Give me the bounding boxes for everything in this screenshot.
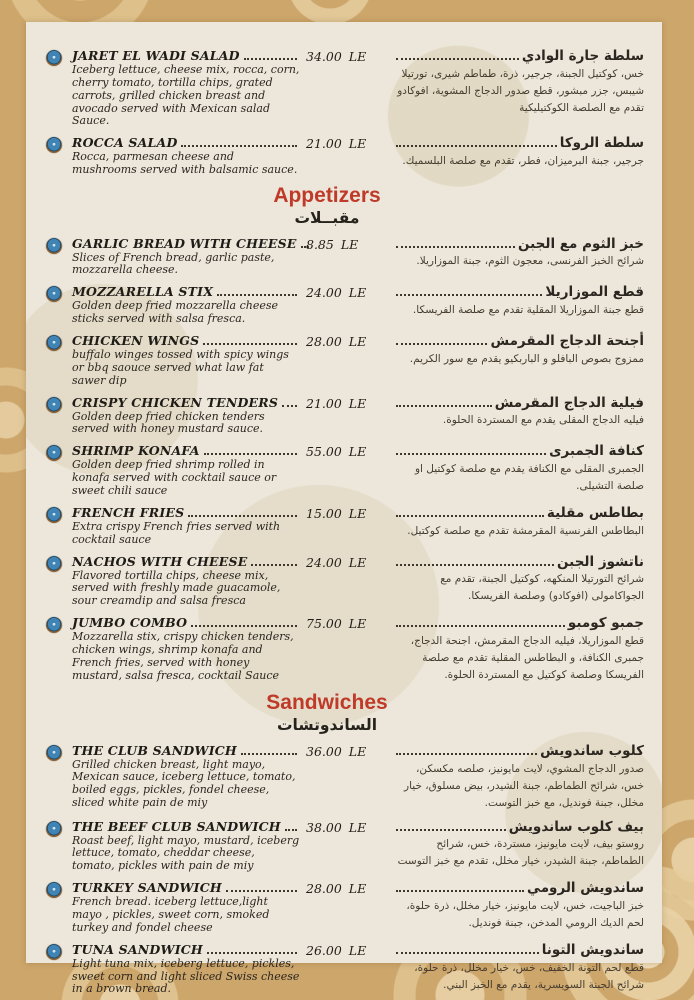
dotted-leader bbox=[191, 625, 297, 627]
item-name-en: THE CLUB SANDWICH bbox=[72, 742, 237, 758]
item-icon-cell bbox=[46, 880, 72, 935]
item-description-ar: قطع الموزاريلا، فيليه الدجاج المقرمش، اجنحة الدجاج، جمبرى الكنافة، و البطاطس المقلية تقدم مع صلصة الفريسكا وصلصة كوكتيل مع المستردة الحلوة. bbox=[410, 635, 644, 682]
item-name-ar: أجنحة الدجاج المقرمش bbox=[490, 333, 644, 350]
dotted-leader bbox=[396, 246, 515, 248]
dotted-leader bbox=[396, 343, 487, 345]
item-arabic-block bbox=[392, 942, 648, 997]
item-price: 38.00 bbox=[306, 819, 342, 835]
dotted-leader bbox=[396, 890, 524, 892]
item-name-line-en bbox=[72, 880, 300, 895]
item-description-ar: خبز الباجيت، خس، لايت مايونيز، خيار مخلل، ذرة حلوة، لحم الديك الرومي المدخن، جبنة فونديل. bbox=[406, 899, 644, 929]
menu-item bbox=[46, 743, 648, 812]
item-name-line-en bbox=[72, 819, 300, 834]
menu-item bbox=[46, 395, 648, 437]
item-name-line-ar bbox=[392, 135, 644, 152]
menu-item bbox=[46, 505, 648, 547]
item-icon-cell bbox=[46, 135, 72, 177]
item-name-ar: فيلية الدجاج المقرمش bbox=[494, 394, 644, 411]
item-icon-cell bbox=[46, 333, 72, 388]
brand-medallion-icon bbox=[46, 507, 62, 523]
item-price-cell bbox=[306, 333, 392, 388]
item-description-ar: ممزوج بصوص البافلو و الباربكيو يقدم مع سور الكريم. bbox=[409, 352, 644, 365]
item-currency: LE bbox=[348, 505, 367, 521]
brand-medallion-icon bbox=[46, 335, 62, 351]
item-currency: LE bbox=[348, 285, 367, 301]
section-title-ar: الساندوتشات bbox=[276, 716, 378, 735]
item-name-line-ar bbox=[392, 819, 644, 836]
item-name-ar: بيف كلوب ساندويش bbox=[508, 818, 644, 835]
item-price: 24.00 bbox=[306, 285, 342, 301]
item-icon-cell bbox=[46, 443, 72, 498]
item-name-line-en bbox=[72, 554, 300, 569]
item-name-line-en bbox=[72, 615, 300, 630]
item-name-ar: ساندويش التونا bbox=[541, 941, 644, 958]
item-english-block bbox=[72, 48, 306, 128]
item-description-ar: صدور الدجاج المشوي، لايت مايونيز، صلصه مكسكن، خس، شرائح الطماطم، جبنة الشيدر، بيض مسلوق، خيار مخلل، جبنة فونديل، مع خبز التوست. bbox=[404, 762, 644, 809]
item-icon-cell bbox=[46, 395, 72, 437]
brand-medallion-icon bbox=[46, 445, 62, 461]
item-icon-cell bbox=[46, 554, 72, 609]
item-english-block bbox=[72, 333, 306, 388]
item-english-block bbox=[72, 554, 306, 609]
item-arabic-block bbox=[392, 819, 648, 874]
item-currency: LE bbox=[340, 236, 359, 252]
item-name-line-ar bbox=[392, 48, 644, 65]
item-name-line-en bbox=[72, 505, 300, 520]
item-description-en: buffalo winges tossed with spicy wings or bbq saouce served what law fat sawer dip bbox=[72, 348, 289, 387]
item-name-ar: كنافة الجمبرى bbox=[549, 443, 644, 460]
item-name-line-en bbox=[72, 135, 300, 150]
item-currency: LE bbox=[348, 395, 367, 411]
section-title-en: Sandwiches bbox=[266, 691, 388, 715]
item-english-block bbox=[72, 819, 306, 874]
item-icon-cell bbox=[46, 48, 72, 128]
item-currency: LE bbox=[348, 743, 367, 759]
menu-sections bbox=[46, 48, 648, 996]
item-name-en: MOZZARELLA STIX bbox=[72, 284, 214, 300]
item-price-cell bbox=[306, 48, 392, 128]
item-currency: LE bbox=[348, 819, 367, 835]
item-description-ar: قطع جبنة الموزاريلا المقلية تقدم مع صلصة الفريسكا. bbox=[412, 304, 644, 317]
item-currency: LE bbox=[348, 136, 367, 152]
brand-medallion-icon bbox=[46, 556, 62, 572]
item-name-ar: خبز الثوم مع الجبن bbox=[518, 235, 644, 252]
item-name-line-ar bbox=[392, 284, 644, 301]
item-description-ar: قطع لحم التونة الخفيف، خس، خيار مخلل، ذرة حلوة، شرائح الجبنة السويسرية، يقدم مع الخبز البني. bbox=[414, 961, 644, 991]
dotted-leader bbox=[396, 564, 554, 566]
item-price: 8.85 bbox=[306, 236, 334, 252]
item-english-block bbox=[72, 942, 306, 997]
menu-item bbox=[46, 615, 648, 684]
item-name-en: TUNA SANDWICH bbox=[72, 941, 203, 957]
item-name-line-en bbox=[72, 48, 300, 63]
item-name-en: CRISPY CHICKEN TENDERS bbox=[72, 394, 279, 410]
item-description-ar: فيليه الدجاج المقلى يقدم مع المستردة الحلوة. bbox=[442, 414, 644, 427]
item-name-en: THE BEEF CLUB SANDWICH bbox=[72, 818, 281, 834]
item-description-ar: روستو بيف، لايت مايونيز، مستردة، خس، شرائح الطماطم، جبنة الشيدر، خيار مخلل، تقدم مع خبز التوست bbox=[397, 838, 644, 868]
dotted-leader bbox=[396, 58, 519, 60]
item-name-line-ar bbox=[392, 554, 644, 571]
item-english-block bbox=[72, 284, 306, 326]
item-english-block bbox=[72, 743, 306, 812]
dotted-leader bbox=[396, 829, 506, 831]
dotted-leader bbox=[396, 515, 544, 517]
dotted-leader bbox=[217, 294, 297, 296]
item-english-block bbox=[72, 615, 306, 684]
item-name-ar: بطاطس مقلية bbox=[546, 504, 644, 521]
item-icon-cell bbox=[46, 236, 72, 278]
item-description-en: Grilled chicken breast, light mayo, Mexican sauce, iceberg lettuce, tomato, boiled eggs, pickles, fondel cheese, sliced white pain de miy bbox=[72, 757, 296, 810]
item-price: 55.00 bbox=[306, 444, 342, 460]
item-icon-cell bbox=[46, 743, 72, 812]
item-price: 34.00 bbox=[306, 49, 342, 64]
item-name-en: ROCCA SALAD bbox=[72, 135, 178, 151]
item-arabic-block bbox=[392, 135, 648, 177]
item-description-en: Rocca, parmesan cheese and mushrooms served with balsamic sauce. bbox=[72, 150, 298, 177]
item-currency: LE bbox=[348, 49, 367, 64]
dotted-leader bbox=[207, 952, 297, 954]
item-price-cell bbox=[306, 135, 392, 177]
item-name-ar: ناتشوز الجبن bbox=[557, 553, 644, 570]
brand-medallion-icon bbox=[46, 137, 62, 153]
item-icon-cell bbox=[46, 942, 72, 997]
item-arabic-block bbox=[392, 236, 648, 278]
item-description-en: Slices of French bread, garlic paste, mozzarella cheese. bbox=[72, 250, 275, 277]
item-description-en: Roast beef, light mayo, mustard, iceberg lettuce, tomato, cheddar cheese, tomato, pickles with pain de miy bbox=[72, 833, 300, 873]
brand-medallion-icon bbox=[46, 882, 62, 898]
item-name-en: NACHOS WITH CHEESE bbox=[72, 553, 248, 569]
item-description-en: Golden deep fried mozzarella cheese sticks served with salsa fresca. bbox=[72, 299, 279, 326]
item-name-line-en bbox=[72, 443, 300, 458]
menu-item bbox=[46, 942, 648, 997]
item-price: 28.00 bbox=[306, 881, 342, 897]
item-arabic-block bbox=[392, 554, 648, 609]
dotted-leader bbox=[396, 294, 542, 296]
section-title-ar: مقبــلات bbox=[294, 209, 360, 228]
item-price: 21.00 bbox=[306, 395, 342, 411]
item-description-en: Light tuna mix, iceberg lettuce, pickles, sweet corn and light sliced Swiss cheese in a brown bread. bbox=[72, 956, 300, 996]
item-english-block bbox=[72, 443, 306, 498]
item-english-block bbox=[72, 135, 306, 177]
brand-medallion-icon bbox=[46, 397, 62, 413]
item-name-line-ar bbox=[392, 443, 644, 460]
item-name-en: CHICKEN WINGS bbox=[72, 333, 200, 349]
dotted-leader bbox=[282, 405, 297, 407]
item-price-cell bbox=[306, 505, 392, 547]
item-icon-cell bbox=[46, 284, 72, 326]
item-name-ar: كلوب ساندويش bbox=[540, 742, 644, 759]
dotted-leader bbox=[396, 145, 557, 147]
brand-medallion-icon bbox=[46, 821, 62, 837]
item-name-line-ar bbox=[392, 505, 644, 522]
item-price-cell bbox=[306, 395, 392, 437]
dotted-leader bbox=[396, 453, 546, 455]
item-name-line-en bbox=[72, 236, 300, 251]
item-icon-cell bbox=[46, 819, 72, 874]
item-name-en: TURKEY SANDWICH bbox=[72, 880, 222, 896]
brand-medallion-icon bbox=[46, 617, 62, 633]
item-arabic-block bbox=[392, 880, 648, 935]
item-arabic-block bbox=[392, 743, 648, 812]
dotted-leader bbox=[203, 343, 297, 345]
brand-medallion-icon bbox=[46, 286, 62, 302]
item-name-line-ar bbox=[392, 880, 644, 897]
item-arabic-block bbox=[392, 284, 648, 326]
item-name-en: FRENCH FRIES bbox=[72, 504, 185, 520]
item-name-ar: قطع الموزاريلا bbox=[545, 284, 644, 301]
item-english-block bbox=[72, 880, 306, 935]
item-arabic-block bbox=[392, 48, 648, 128]
brand-medallion-icon bbox=[46, 745, 62, 761]
item-price: 36.00 bbox=[306, 743, 342, 759]
item-arabic-block bbox=[392, 443, 648, 498]
item-name-line-ar bbox=[392, 395, 644, 412]
item-name-ar: جمبو كومبو bbox=[567, 615, 644, 632]
item-description-ar: شرائح التورتيلا المنكهه، كوكتيل الجبنة، تقدم مع الجواكامولى (افوكادو) وصلصة الفريسكا. bbox=[440, 573, 644, 603]
item-arabic-block bbox=[392, 615, 648, 684]
item-arabic-block bbox=[392, 333, 648, 388]
item-name-ar: ساندويش الرومي bbox=[527, 880, 644, 897]
menu-item bbox=[46, 333, 648, 388]
item-icon-cell bbox=[46, 505, 72, 547]
item-price: 28.00 bbox=[306, 334, 342, 350]
item-price-cell bbox=[306, 443, 392, 498]
dotted-leader bbox=[241, 753, 297, 755]
menu-item bbox=[46, 48, 648, 128]
item-price-cell bbox=[306, 880, 392, 935]
menu-item bbox=[46, 880, 648, 935]
item-currency: LE bbox=[348, 616, 367, 632]
item-price-cell bbox=[306, 942, 392, 997]
item-description-en: Mozzarella stix, crispy chicken tenders, chicken wings, shrimp konafa and French fries, served with honey mustard, salsa fresca, cocktail Sauce bbox=[72, 630, 294, 682]
item-price-cell bbox=[306, 284, 392, 326]
item-price-cell bbox=[306, 743, 392, 812]
item-price: 26.00 bbox=[306, 942, 342, 958]
item-icon-cell bbox=[46, 615, 72, 684]
item-name-en: JUMBO COMBO bbox=[72, 615, 188, 631]
item-name-line-ar bbox=[392, 615, 644, 632]
item-description-ar: شرائح الخبز الفرنسى، معجون الثوم، جبنة الموزاريلا. bbox=[416, 255, 644, 268]
item-price-cell bbox=[306, 554, 392, 609]
item-description-ar: خس، كوكتيل الجبنة، جرجير، ذرة، طماطم شيرى، تورتيلا شيبس، جزر مبشور، قطع صدور الدجاج المشوية، افوكادو تقدم مع الصلصة الكوكتيليكية bbox=[397, 67, 644, 114]
item-currency: LE bbox=[348, 444, 367, 460]
item-name-en: SHRIMP KONAFA bbox=[72, 443, 200, 459]
dotted-leader bbox=[204, 453, 297, 455]
item-description-en: Golden deep fried shrimp rolled in konafa served with cocktail sauce or sweet chili sauce bbox=[72, 458, 277, 498]
item-name-line-en bbox=[72, 284, 300, 299]
item-price: 75.00 bbox=[306, 616, 342, 632]
item-currency: LE bbox=[348, 554, 367, 570]
item-arabic-block bbox=[392, 505, 648, 547]
item-name-line-ar bbox=[392, 236, 644, 253]
item-price-cell bbox=[306, 615, 392, 684]
item-name-line-ar bbox=[392, 743, 644, 760]
dotted-leader bbox=[396, 405, 492, 407]
item-name-en: GARLIC BREAD WITH CHEESE bbox=[72, 235, 297, 251]
item-name-line-en bbox=[72, 395, 300, 410]
menu-item bbox=[46, 819, 648, 874]
item-description-ar: البطاطس الفرنسية المقرمشة تقدم مع صلصة كوكتيل. bbox=[407, 524, 644, 537]
item-currency: LE bbox=[348, 334, 367, 350]
item-english-block bbox=[72, 236, 306, 278]
item-price-cell bbox=[306, 819, 392, 874]
item-description-ar: جرجير، جبنة البرميزان، فطر، تقدم مع صلصة البلسميك. bbox=[402, 155, 644, 168]
item-name-line-ar bbox=[392, 333, 644, 350]
item-arabic-block bbox=[392, 395, 648, 437]
dotted-leader bbox=[181, 145, 297, 147]
dotted-leader bbox=[244, 58, 297, 60]
menu-page bbox=[26, 22, 662, 996]
item-name-ar: سلطة جارة الوادي bbox=[521, 48, 644, 64]
dotted-leader bbox=[396, 625, 565, 627]
dotted-leader bbox=[251, 564, 297, 566]
menu-item bbox=[46, 554, 648, 609]
item-name-line-ar bbox=[392, 942, 644, 959]
item-price: 15.00 bbox=[306, 505, 342, 521]
item-currency: LE bbox=[348, 881, 367, 897]
dotted-leader bbox=[226, 890, 297, 892]
dotted-leader bbox=[396, 753, 537, 755]
brand-medallion-icon bbox=[46, 944, 62, 960]
item-price-cell bbox=[306, 236, 392, 278]
brand-medallion-icon bbox=[46, 238, 62, 254]
item-name-en: JARET EL WADI SALAD bbox=[72, 48, 240, 63]
menu-item bbox=[46, 284, 648, 326]
brand-medallion-icon bbox=[46, 50, 62, 66]
section-title-en: Appetizers bbox=[273, 184, 381, 208]
item-description-ar: الجمبرى المقلى مع الكنافة يقدم مع صلصة كوكتيل او صلصة التشيلى. bbox=[414, 463, 644, 493]
dotted-leader bbox=[188, 515, 297, 517]
dotted-leader bbox=[285, 829, 297, 831]
item-description-en: Extra crispy French fries served with cocktail sauce bbox=[72, 519, 281, 546]
item-name-line-en bbox=[72, 743, 300, 758]
item-english-block bbox=[72, 395, 306, 437]
section-header bbox=[46, 691, 608, 737]
item-name-line-en bbox=[72, 942, 300, 957]
item-name-ar: سلطة الروكا bbox=[559, 135, 644, 152]
item-price: 21.00 bbox=[306, 136, 342, 152]
item-description-en: French bread. iceberg lettuce,light mayo , pickles, sweet corn, smoked turkey and fondel cheese bbox=[72, 895, 270, 934]
menu-item bbox=[46, 236, 648, 278]
item-description-en: Iceberg lettuce, cheese mix, rocca, corn, cherry tomato, tortilla chips, grated carrots, grilled chicken breast and avocado served with Mexican salad Sauce. bbox=[72, 63, 300, 128]
item-english-block bbox=[72, 505, 306, 547]
section-header bbox=[46, 184, 608, 230]
item-name-line-en bbox=[72, 333, 300, 348]
menu-item bbox=[46, 443, 648, 498]
item-description-en: Golden deep fried chicken tenders served with honey mustard sauce. bbox=[72, 409, 265, 436]
menu-item bbox=[46, 135, 648, 177]
item-description-en: Flavored tortilla chips, cheese mix, served with freshly made guacamole, sour creamdip and salsa fresca bbox=[72, 568, 281, 608]
item-currency: LE bbox=[348, 942, 367, 958]
item-price: 24.00 bbox=[306, 554, 342, 570]
dotted-leader bbox=[396, 952, 539, 954]
